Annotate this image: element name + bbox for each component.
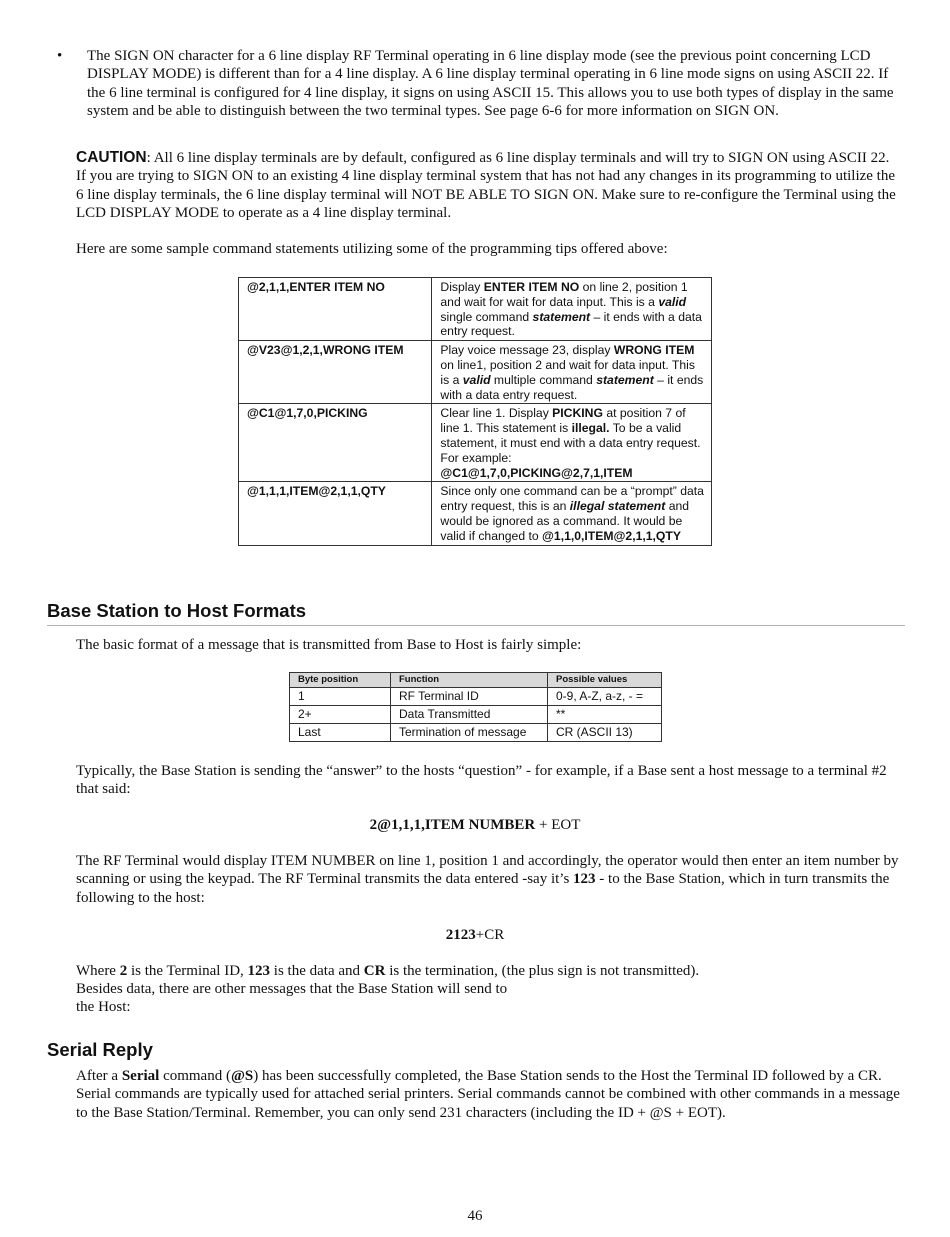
- rf-terminal-paragraph: The RF Terminal would display ITEM NUMBER on line 1, position 1 and accordingly, the operator would then enter an item number by scanning or using the keypad. The RF Terminal transmits the data entered -say it’s 123 - to the Base Station, which in turn transmits the following to the host:: [76, 853, 899, 906]
- command-cell: @1,1,1,ITEM@2,1,1,QTY: [239, 482, 432, 545]
- command-cell: @C1@1,7,0,PICKING: [239, 404, 432, 482]
- table-row: [239, 482, 712, 545]
- example-message-1: 2@1,1,1,ITEM NUMBER + EOT: [369, 817, 581, 833]
- typically-paragraph: Typically, the Base Station is sending the “answer” to the hosts “question” - for example, if a Base sent a host message to a terminal #2 that said:: [76, 763, 887, 798]
- table-cell: 1: [290, 688, 391, 706]
- bullet-item: [57, 47, 907, 120]
- table-cell: 2+: [290, 706, 391, 724]
- description-cell: Since only one command can be a “prompt” data entry request, this is an illegal statement and would be ignored as a command. It would be valid if changed to @1,1,0,ITEM@2,1,1,QTY: [432, 482, 712, 545]
- table-cell: Termination of message: [391, 724, 548, 742]
- command-cell: @2,1,1,ENTER ITEM NO: [239, 278, 432, 341]
- table-cell: Last: [290, 724, 391, 742]
- command-table: [238, 277, 712, 546]
- table-cell: CR (ASCII 13): [548, 724, 662, 742]
- basic-format-paragraph: The basic format of a message that is transmitted from Base to Host is fairly simple:: [76, 637, 582, 653]
- section-title: Base Station to Host Formats: [47, 600, 307, 621]
- table-row: [239, 278, 712, 341]
- header-function: Function: [391, 673, 548, 688]
- serial-reply-title: Serial Reply: [47, 1039, 153, 1060]
- sample-intro: Here are some sample command statements utilizing some of the programming tips offered above:: [76, 241, 668, 257]
- bullet-dot: •: [57, 48, 63, 64]
- table-row: [239, 404, 712, 482]
- description-cell: Display ENTER ITEM NO on line 2, position 1 and wait for wait for data input. This is a valid single command statement – it ends with a data entry request.: [432, 278, 712, 341]
- description-cell: Play voice message 23, display WRONG ITEM on line1, position 2 and wait for data input. This is a valid multiple command statement – it ends with a data entry request.: [432, 341, 712, 404]
- table-header-row: [290, 673, 662, 688]
- header-byte-position: Byte position: [290, 673, 391, 688]
- besides-line-2: the Host:: [76, 999, 131, 1015]
- table-row: [290, 724, 662, 742]
- table-cell: RF Terminal ID: [391, 688, 548, 706]
- caution-text: : All 6 line display terminals are by default, configured as 6 line display terminals and will try to SIGN ON using ASCII 22. If you are trying to SIGN ON to an existing 4 line display terminal system that has not had any changes in its programming to utilize the 6 line display terminals, the 6 line display terminal will NOT BE ABLE TO SIGN ON. Make sure to re-configure the Terminal using the LCD DISPLAY MODE to operate as a 4 line display terminal.: [76, 150, 896, 221]
- caution-label: CAUTION: [76, 149, 147, 166]
- where-paragraph: Where 2 is the Terminal ID, 123 is the data and CR is the termination, (the plus sign is not transmitted).: [76, 963, 700, 979]
- table-row: [290, 688, 662, 706]
- caution-paragraph: [76, 149, 901, 222]
- serial-reply-paragraph: After a Serial command (@S) has been successfully completed, the Base Station sends to the Host the Terminal ID followed by a CR. Serial commands are typically used for attached serial printers. Serial commands cannot be combined with other commands in a message to the Base Station/Terminal. Remember, you can only send 231 characters (including the ID + @S + EOT).: [76, 1068, 900, 1121]
- table-cell: Data Transmitted: [391, 706, 548, 724]
- command-cell: @V23@1,2,1,WRONG ITEM: [239, 341, 432, 404]
- table-cell: 0-9, A-Z, a-z, - =: [548, 688, 662, 706]
- header-possible-values: Possible values: [548, 673, 662, 688]
- page-number: 46: [467, 1208, 483, 1224]
- description-cell: Clear line 1. Display PICKING at position 7 of line 1. This statement is illegal. To be a valid statement, it must end with a data entry request. For example: @C1@1,7,0,PICKING@2,7,1,ITEM: [432, 404, 712, 482]
- example-message-2: 2123+CR: [445, 927, 505, 943]
- table-cell: **: [548, 706, 662, 724]
- table-row: [239, 341, 712, 404]
- table-row: [290, 706, 662, 724]
- besides-line-1: Besides data, there are other messages that the Base Station will send to: [76, 981, 508, 997]
- format-table: [289, 672, 662, 742]
- section-divider: [47, 625, 905, 626]
- bullet-text: The SIGN ON character for a 6 line display RF Terminal operating in 6 line display mode (see the previous point concerning LCD DISPLAY MODE) is different than for a 4 line display. A 6 line display terminal operating in 6 line mode signs on using ASCII 22. If the 6 line terminal is configured for 4 line display, it signs on using ASCII 15. This allows you to use both types of display in the same system and be able to distinguish between the two terminal types. See page 6-6 for more information on SIGN ON.: [87, 48, 894, 119]
